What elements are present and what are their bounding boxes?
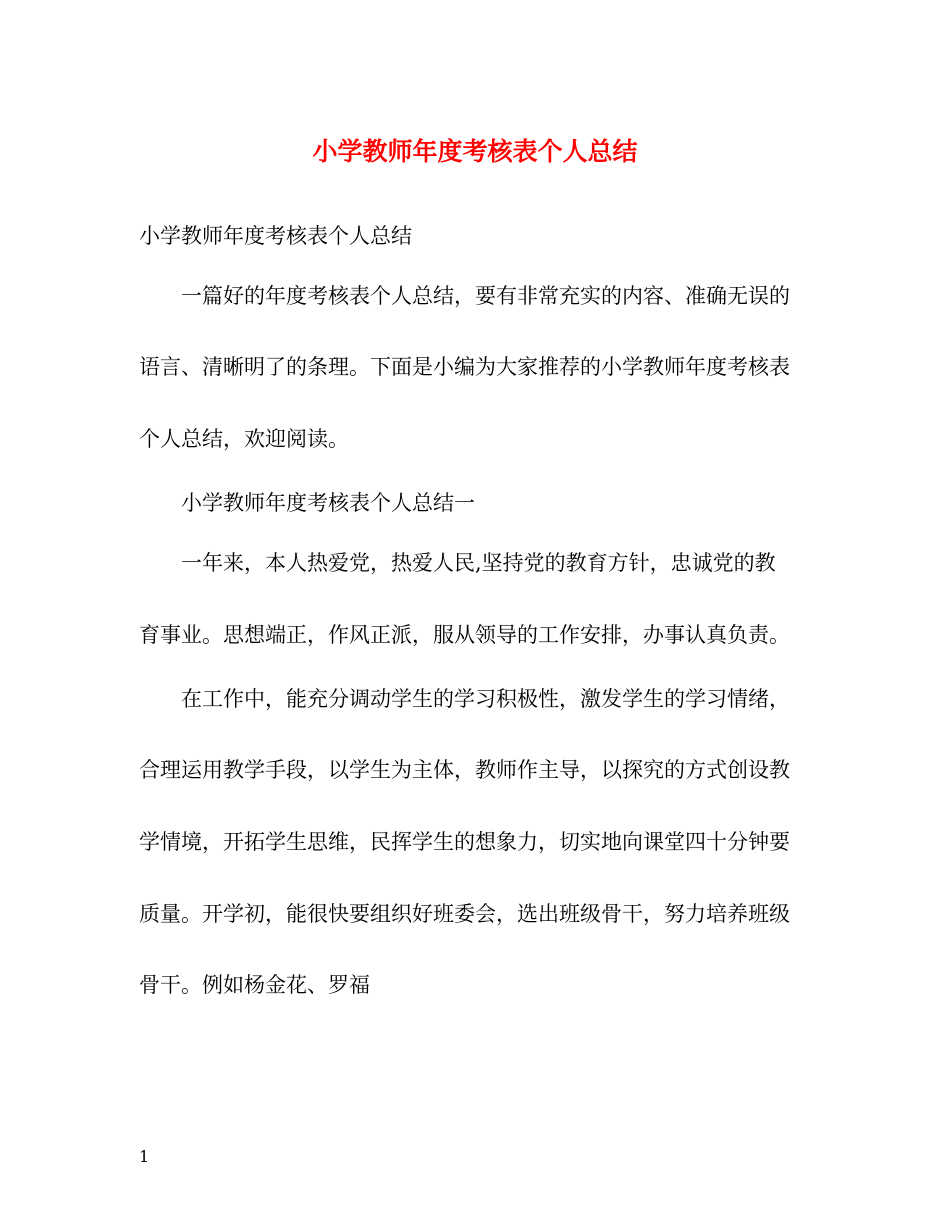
text-line-para2-1: 在工作中，能充分调动学生的学习积极性，激发学生的学习情绪， — [181, 687, 790, 711]
text-line-para1-1: 一年来，本人热爱党，热爱人民,坚持党的教育方针，忠诚党的教 — [181, 551, 776, 575]
text-line-para2-5: 骨干。例如杨金花、罗福 — [139, 973, 370, 997]
text-line-para1-2: 育事业。思想端正，作风正派，服从领导的工作安排，办事认真负责。 — [139, 623, 790, 647]
text-line-subtitle: 小学教师年度考核表个人总结 — [139, 224, 412, 248]
text-line-para2-2: 合理运用教学手段，以学生为主体，教师作主导，以探究的方式创设教 — [139, 758, 790, 782]
text-line-section-heading: 小学教师年度考核表个人总结一 — [181, 491, 475, 515]
page-number: 1 — [139, 1147, 150, 1166]
text-line-para2-3: 学情境，开拓学生思维，民挥学生的想象力，切实地向课堂四十分钟要 — [139, 830, 790, 854]
text-line-intro-3: 个人总结，欢迎阅读。 — [139, 427, 349, 451]
text-line-intro-1: 一篇好的年度考核表个人总结，要有非常充实的内容、准确无误的 — [181, 284, 790, 308]
document-title: 小学教师年度考核表个人总结 — [312, 137, 638, 166]
text-line-intro-2: 语言、清晰明了的条理。下面是小编为大家推荐的小学教师年度考核表 — [139, 355, 790, 379]
text-line-para2-4: 质量。开学初，能很快要组织好班委会，选出班级骨干，努力培养班级 — [139, 902, 790, 926]
